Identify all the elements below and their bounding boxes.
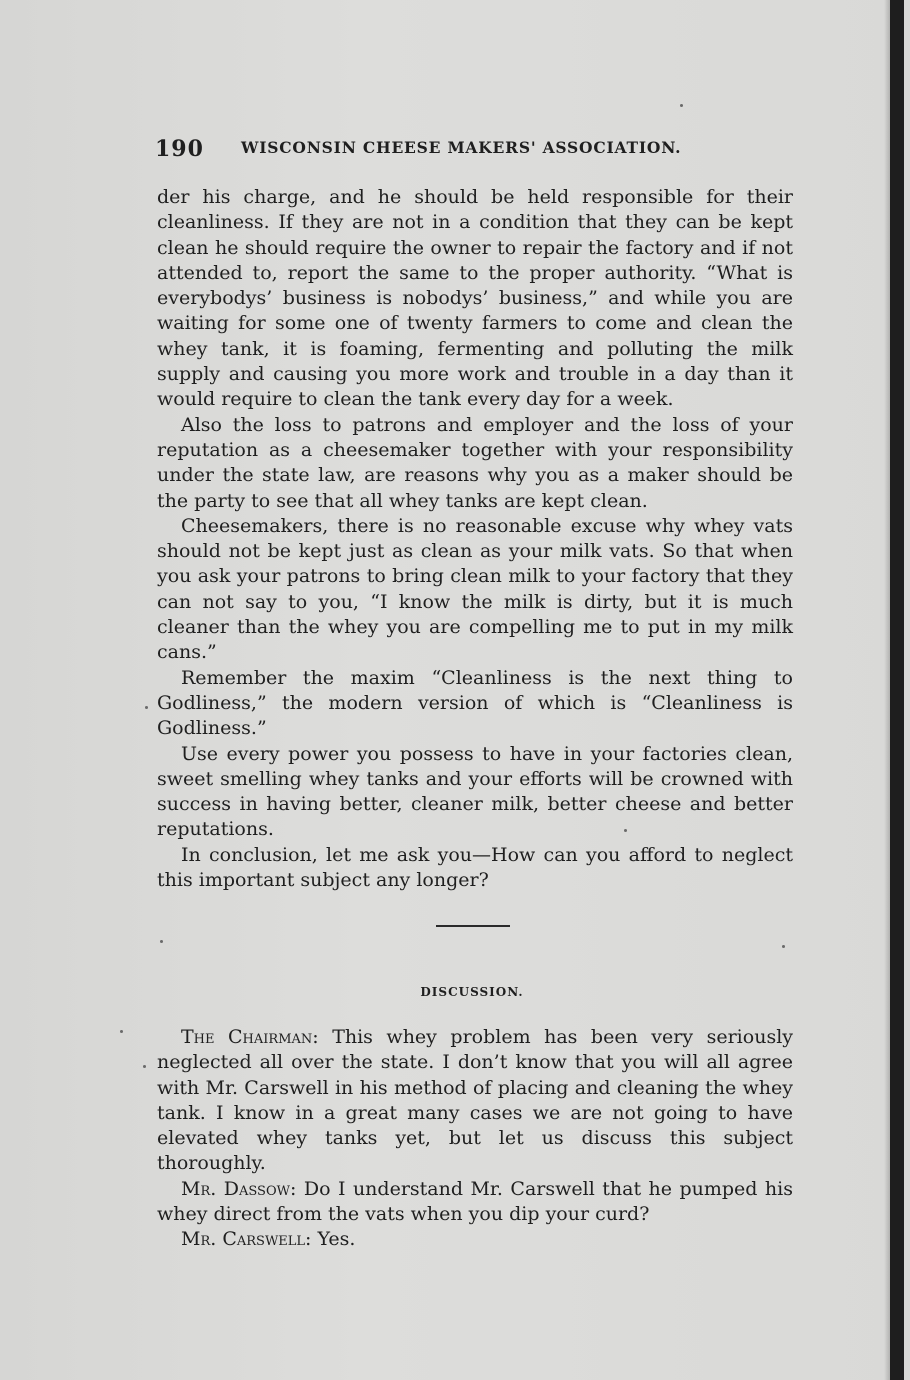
- discussion-heading: [0, 985, 910, 999]
- speaker-text: Do I understand Mr. Carswell that he pumped his whey direct from the vats when you dip your curd?: [157, 1177, 793, 1226]
- paragraph-5: Use every power you possess to have in your factories clean, sweet smelling whey tanks and your efforts will be crowned with success in having better, cleaner milk, better cheese and better reputations.: [157, 742, 793, 841]
- speaker-name: The Chairman:: [181, 1026, 319, 1048]
- paper-speck: [782, 945, 785, 948]
- paper-speck: [160, 940, 163, 943]
- running-head: [155, 132, 795, 166]
- speaker-name: Mr. Carswell:: [181, 1228, 312, 1251]
- discussion-entry: [157, 1177, 793, 1228]
- book-binding-edge: [890, 0, 904, 1380]
- discussion-heading-text: DISCUSSION.: [420, 985, 524, 999]
- article-body: [157, 185, 793, 893]
- speaker-text: This whey problem has been very seriously neglected all over the state. I don’t know that you will all agree with Mr. Carswell in his method of placing and cleaning the whey tank. I know in a great many cases we are not going to have elevated whey tanks yet, but let us discuss this subject thoroughly.: [157, 1026, 794, 1175]
- section-divider-rule: [436, 925, 510, 927]
- paper-speck: [120, 1030, 123, 1033]
- paper-speck: [624, 829, 627, 832]
- paragraph-1: der his charge, and he should be held responsible for their cleanliness. If they are not in a condition that they can be kept clean he should require the owner to repair the factory and if not attended to, report the same to the proper authority. “What is everybodys’ business is nobodys’ business,” and while you are waiting for some one of twenty farmers to come and clean the whey tank, it is foaming, fermenting and polluting the milk supply and causing you more work and trouble in a day than it would require to clean the tank every day for a week.: [157, 186, 793, 411]
- speaker-text: Yes.: [317, 1228, 356, 1251]
- paper-speck: [680, 104, 683, 107]
- paragraph-4: Remember the maxim “Cleanliness is the next thing to Godliness,” the modern version of which is “Cleanliness is Godliness.”: [157, 666, 793, 740]
- discussion-entry: [157, 1025, 793, 1177]
- discussion-body: [157, 1025, 793, 1253]
- paragraph-3: Cheesemakers, there is no reasonable excuse why whey vats should not be kept just as clean as your milk vats. So that when you ask your patrons to bring clean milk to your factory that they can not say to you, “I know the milk is dirty, but it is much cleaner than the whey you are compelling me to put in my milk cans.”: [157, 514, 793, 664]
- speaker-name: Mr. Dassow:: [181, 1177, 297, 1200]
- page-number: 190: [155, 136, 204, 162]
- running-head-title: WISCONSIN CHEESE MAKERS' ASSOCIATION.: [241, 138, 682, 157]
- paragraph-6: In conclusion, let me ask you—How can you afford to neglect this important subject any longer?: [157, 843, 793, 892]
- paragraph-2: Also the loss to patrons and employer and the loss of your reputation as a cheesemaker together with your responsibility under the state law, are reasons why you as a maker should be the party to see that all whey tanks are kept clean.: [157, 413, 793, 512]
- paper-speck: [143, 1065, 146, 1068]
- paper-speck: [145, 706, 148, 709]
- discussion-entry: [157, 1227, 793, 1252]
